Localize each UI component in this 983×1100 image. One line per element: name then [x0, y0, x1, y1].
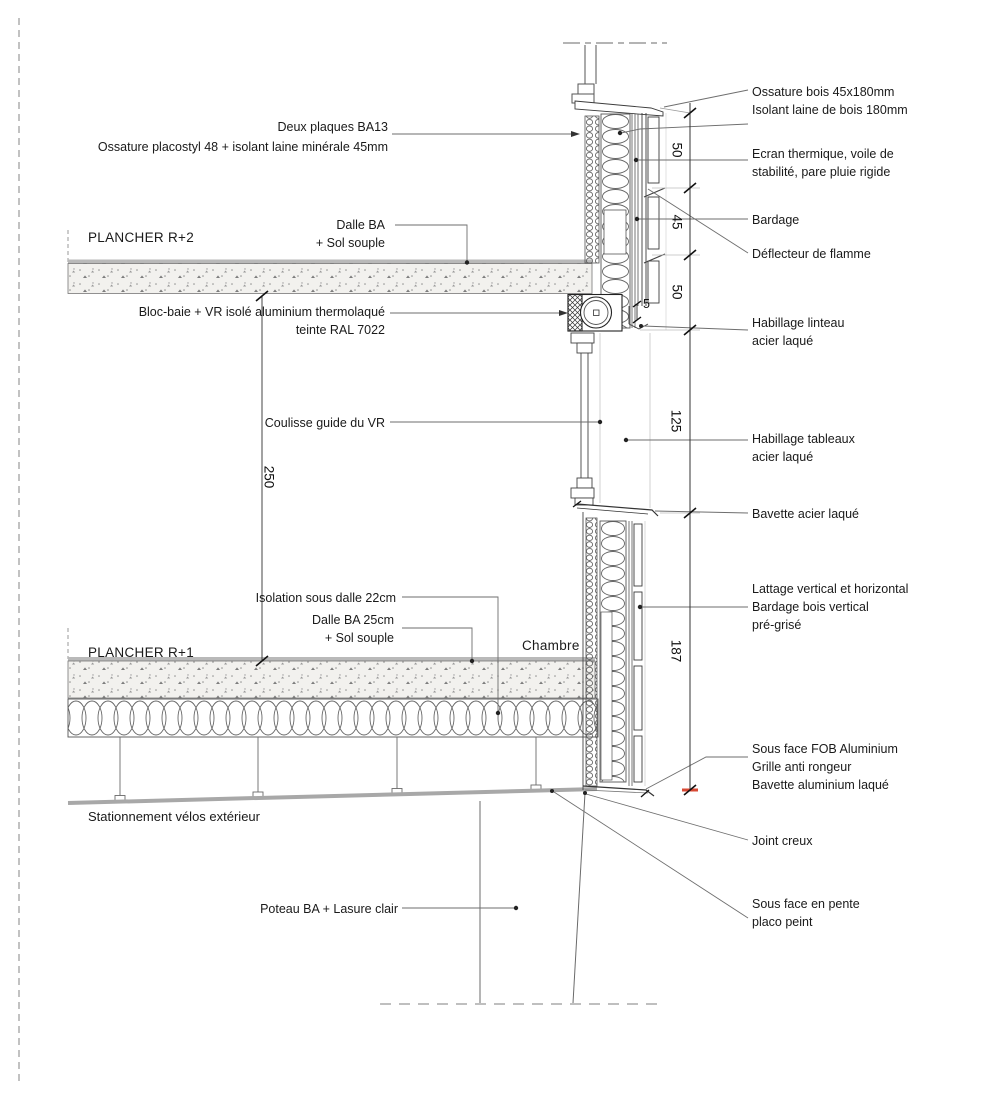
label-pente-line2: placo peint — [752, 915, 813, 929]
label-habillage-linteau — [752, 314, 844, 350]
label-fob-line1: Sous face FOB Aluminium — [752, 742, 898, 756]
label-lattage-line2: Bardage bois vertical — [752, 600, 869, 614]
label-ecran-line2: stabilité, pare pluie rigide — [752, 165, 891, 179]
label-bloc-baie — [139, 303, 385, 339]
label-tableaux-line2: acier laqué — [752, 450, 814, 464]
column — [380, 793, 662, 1004]
label-ecran-thermique — [752, 145, 894, 181]
label-stationnement: Stationnement vélos extérieur — [88, 809, 260, 824]
label-poteau: Poteau BA + Lasure clair — [260, 902, 398, 916]
dim-window-125: 125 — [668, 409, 684, 433]
label-deux-plaques: Deux plaques BA13 — [277, 120, 388, 134]
label-coulisse: Coulisse guide du VR — [264, 416, 385, 430]
lower-wall — [573, 501, 658, 797]
label-ossature-bois-line2: Isolant laine de bois 180mm — [752, 103, 908, 117]
label-plancher-r1: PLANCHER R+1 — [88, 645, 195, 660]
label-dalle-ba-r2-line2: + Sol souple — [315, 236, 385, 250]
label-lattage — [752, 580, 908, 634]
top-cut — [563, 43, 667, 103]
label-dalle-ba-r2 — [316, 216, 385, 252]
vr-box — [568, 295, 622, 332]
window-zone — [571, 333, 650, 508]
dim-lower-187: 187 — [668, 639, 684, 663]
label-deflecteur: Déflecteur de flamme — [752, 247, 871, 261]
label-pente-line1: Sous face en pente — [752, 897, 860, 911]
label-dalle-ba-r1 — [312, 611, 394, 647]
label-linteau-line1: Habillage linteau — [752, 316, 845, 330]
dim-lintel-5: 5 — [643, 297, 650, 311]
dim-upper-50a: 50 — [669, 142, 685, 158]
label-ossature-bois — [752, 83, 908, 119]
label-ossature-bois-line1: Ossature bois 45x180mm — [752, 85, 895, 99]
dim-upper-50b: 50 — [669, 284, 685, 300]
label-ossature-placostyl: Ossature placostyl 48 + isolant laine minérale 45mm — [97, 140, 388, 154]
label-lattage-line3: pré-grisé — [752, 618, 802, 632]
label-bloc-baie-line1: Bloc-baie + VR isolé aluminium thermolaqué — [138, 305, 385, 319]
label-sous-face-pente — [752, 895, 860, 931]
label-bloc-baie-line2: teinte RAL 7022 — [295, 323, 385, 337]
label-joint-creux: Joint creux — [752, 834, 813, 848]
label-bavette: Bavette acier laqué — [752, 507, 860, 521]
label-bardage: Bardage — [752, 213, 800, 227]
dim-storey-250: 250 — [261, 465, 277, 489]
label-dalle-ba-r1-line2: + Sol souple — [324, 631, 394, 645]
label-fob-line3: Bavette aluminium laqué — [752, 778, 889, 792]
label-linteau-line2: acier laqué — [752, 334, 814, 348]
label-habillage-tableaux — [752, 430, 855, 466]
dim-upper-45: 45 — [669, 214, 685, 230]
label-plancher-r2: PLANCHER R+2 — [88, 230, 195, 245]
label-lattage-line1: Lattage vertical et horizontal — [752, 582, 909, 596]
label-isolation-sous-dalle: Isolation sous dalle 22cm — [255, 591, 396, 605]
label-chambre: Chambre — [522, 638, 580, 653]
soffit — [68, 737, 597, 803]
label-ecran-line1: Ecran thermique, voile de — [752, 147, 894, 161]
label-fob-line2: Grille anti rongeur — [752, 760, 852, 774]
label-tableaux-line1: Habillage tableaux — [752, 432, 855, 446]
label-dalle-ba-r2-line1: Dalle BA — [336, 218, 385, 232]
label-dalle-ba-r1-line1: Dalle BA 25cm — [312, 613, 394, 627]
label-sous-face-fob — [752, 740, 898, 794]
